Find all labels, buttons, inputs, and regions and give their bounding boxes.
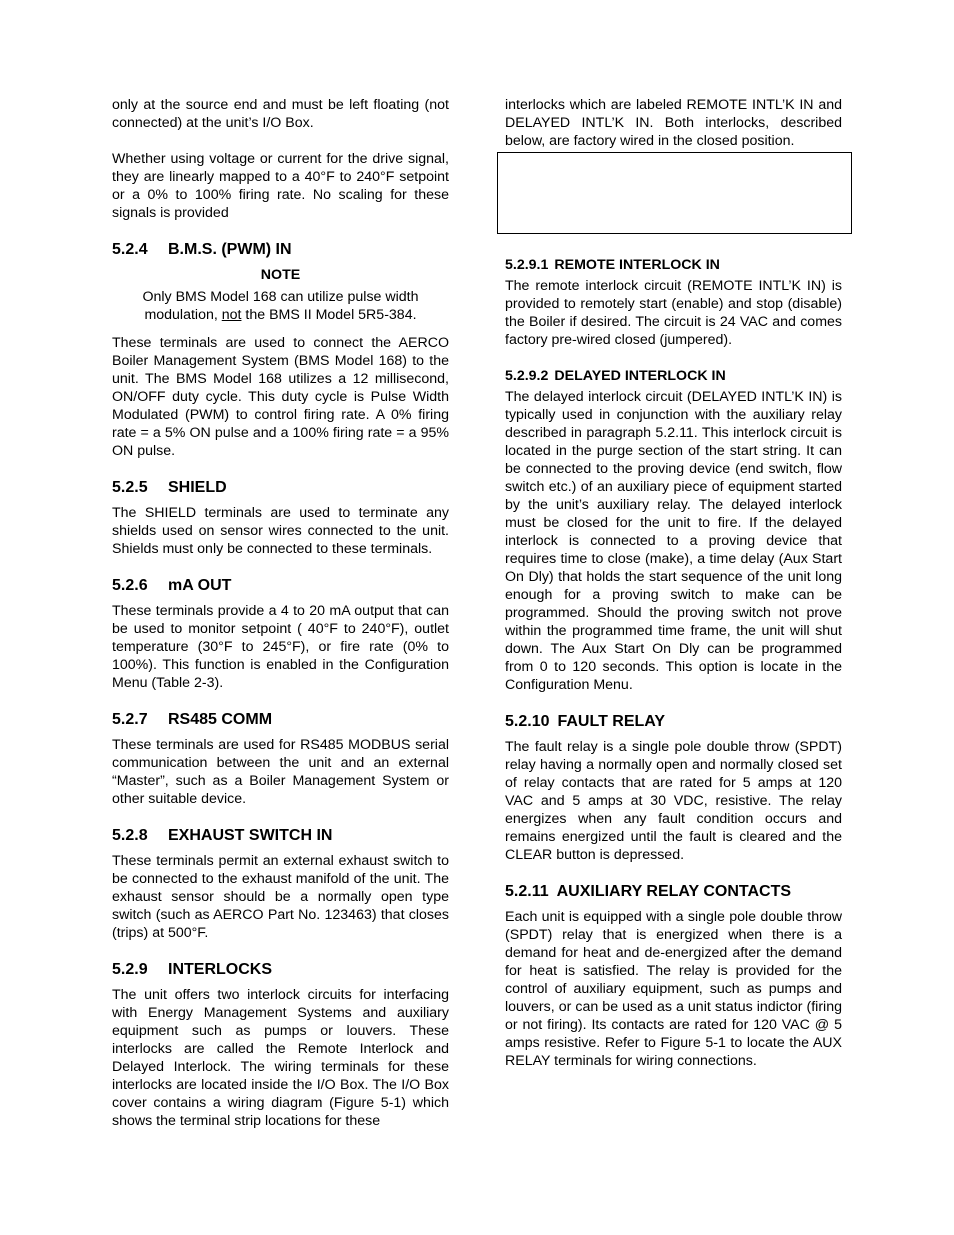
section-body: The fault relay is a single pole double throw (SPDT) relay having a normally open and normally closed set of relay contacts that are rated for 5 amps at 120 VAC and 5 amps at 30 VDC, resistive. The relay energizes when any fault condition occurs and remains energized until the fault is cleared and the CLEAR button is depressed. xyxy=(505,739,842,863)
subsection-title: DELAYED INTERLOCK IN xyxy=(554,368,726,384)
section-body: These terminals permit an external exhaust switch to be connected to the exhaust manifold of the unit. The exhaust sensor should be a normally open type switch (such as AERCO Part No. 123463) that closes (trips) at 500°F. xyxy=(112,853,449,941)
section-heading-5-2-8 xyxy=(112,826,449,846)
subsection-number: 5.2.9.2 xyxy=(505,368,549,384)
subsection-heading-5-2-9-1 xyxy=(505,256,842,274)
section-title: RS485 COMM xyxy=(168,711,273,728)
section-heading-5-2-7 xyxy=(112,710,449,730)
section-heading-5-2-5 xyxy=(112,478,449,498)
section-body: The remote interlock circuit (REMOTE INTL’K IN) is provided to remotely start (enable) and stop (disable) the Boiler if desired. The circuit is 24 VAC and comes factory pre-wired closed (jumpered). xyxy=(505,278,842,348)
section-heading-5-2-11 xyxy=(505,882,842,902)
section-number: 5.2.6 xyxy=(112,577,148,594)
section-number: 5.2.5 xyxy=(112,479,148,496)
section-number: 5.2.4 xyxy=(112,241,148,258)
right-column xyxy=(505,96,842,1070)
paragraph: interlocks which are labeled REMOTE INTL’K IN and DELAYED INTL’K IN. Both interlocks, described below, are factory wired in the closed position. xyxy=(505,97,842,149)
section-heading-5-2-10 xyxy=(505,712,842,732)
section-heading-5-2-9 xyxy=(112,960,449,980)
note-text: the BMS II Model 5R5-384. xyxy=(241,307,417,323)
note-emphasis: not xyxy=(221,307,242,323)
section-heading-5-2-4 xyxy=(112,240,449,260)
section-body: Each unit is equipped with a single pole double throw (SPDT) relay that is energized when there is a demand for heat and de-energized after the demand for heat is satisfied. The relay is provided for the control of auxiliary equipment, such as pumps and louvers, or can be used as a unit status indictor (firing or not firing). Its contacts are rated for 120 VAC @ 5 amps resistive. Refer to Figure 5-1 to locate the AUX RELAY terminals for wiring connections. xyxy=(505,909,842,1069)
section-title: INTERLOCKS xyxy=(168,961,272,978)
section-title: mA OUT xyxy=(168,577,232,594)
paragraph: Whether using voltage or current for the drive signal, they are linearly mapped to a 40°F to 240°F setpoint or a 0% to 100% firing rate. No scaling for these signals is provided xyxy=(112,151,449,221)
section-body: The SHIELD terminals are used to terminate any shields used on sensor wires connected to the unit. Shields must only be connected to these terminals. xyxy=(112,505,449,557)
section-body: These terminals provide a 4 to 20 mA output that can be used to monitor setpoint ( 40°F to 240°F), outlet temperature (30°F to 245°F), or fire rate (0% to 100%). This function is enabled in the Configuration Menu (Table 2-3). xyxy=(112,603,449,691)
section-body: These terminals are used to connect the AERCO Boiler Management System (BMS Model 168) to the unit. The BMS Model 168 utilizes a 12 millisecond, ON/OFF duty cycle. This duty cycle is Pulse Width Modulated (PWM) to control firing rate. A 0% firing rate = a 5% ON pulse and a 100% firing rate = a 95% ON pulse. xyxy=(112,335,449,459)
subsection-title: REMOTE INTERLOCK IN xyxy=(554,257,720,273)
section-title: AUXILIARY RELAY CONTACTS xyxy=(556,883,792,900)
section-number: 5.2.10 xyxy=(505,713,550,730)
subsection-number: 5.2.9.1 xyxy=(505,257,549,273)
section-number: 5.2.8 xyxy=(112,827,148,844)
empty-figure-box xyxy=(497,152,852,234)
note-title: NOTE xyxy=(260,267,301,283)
section-number: 5.2.11 xyxy=(505,883,549,900)
left-column xyxy=(112,96,449,1130)
note-text: Only BMS Model 168 can utilize pulse width modulation, xyxy=(142,289,419,323)
section-title: EXHAUST SWITCH IN xyxy=(168,827,333,844)
section-number: 5.2.7 xyxy=(112,711,148,728)
subsection-heading-5-2-9-2 xyxy=(505,367,842,385)
section-title: SHIELD xyxy=(168,479,227,496)
paragraph: only at the source end and must be left floating (not connected) at the unit’s I/O Box. xyxy=(112,97,449,131)
section-title: FAULT RELAY xyxy=(557,713,666,730)
note-body xyxy=(112,288,449,324)
section-number: 5.2.9 xyxy=(112,961,148,978)
section-body: The delayed interlock circuit (DELAYED INTL’K IN) is typically used in conjunction with the auxiliary relay described in paragraph 5.2.11. This interlock circuit is located in the purge section of the start string. It can be connected to the proving device (end switch, flow switch etc.) of an auxiliary piece of equipment started by the unit’s auxiliary relay. The delayed interlock must be closed for the unit to fire. If the delayed interlock is connected to a proving device that requires time to close (make), a time delay (Aux Start On Dly) that holds the start sequence of the unit long enough for a proving switch to make can be programmed. Should the proving switch not prove within the programmed time frame, the unit will shut down. The Aux Start On Dly can be programmed from 0 to 120 seconds. This option is locate in the Configuration Menu. xyxy=(505,389,842,693)
section-heading-5-2-6 xyxy=(112,576,449,596)
section-title: B.M.S. (PWM) IN xyxy=(168,241,292,258)
section-body: The unit offers two interlock circuits for interfacing with Energy Management Systems and auxiliary equipment such as pumps or louvers. These interlocks are called the Remote Interlock and Delayed Interlock. The wiring terminals for these interlocks are located inside the I/O Box. The I/O Box cover contains a wiring diagram (Figure 5-1) which shows the terminal strip locations for these xyxy=(112,987,449,1129)
section-body: These terminals are used for RS485 MODBUS serial communication between the unit and an external “Master”, such as a Boiler Management System or other suitable device. xyxy=(112,737,449,807)
